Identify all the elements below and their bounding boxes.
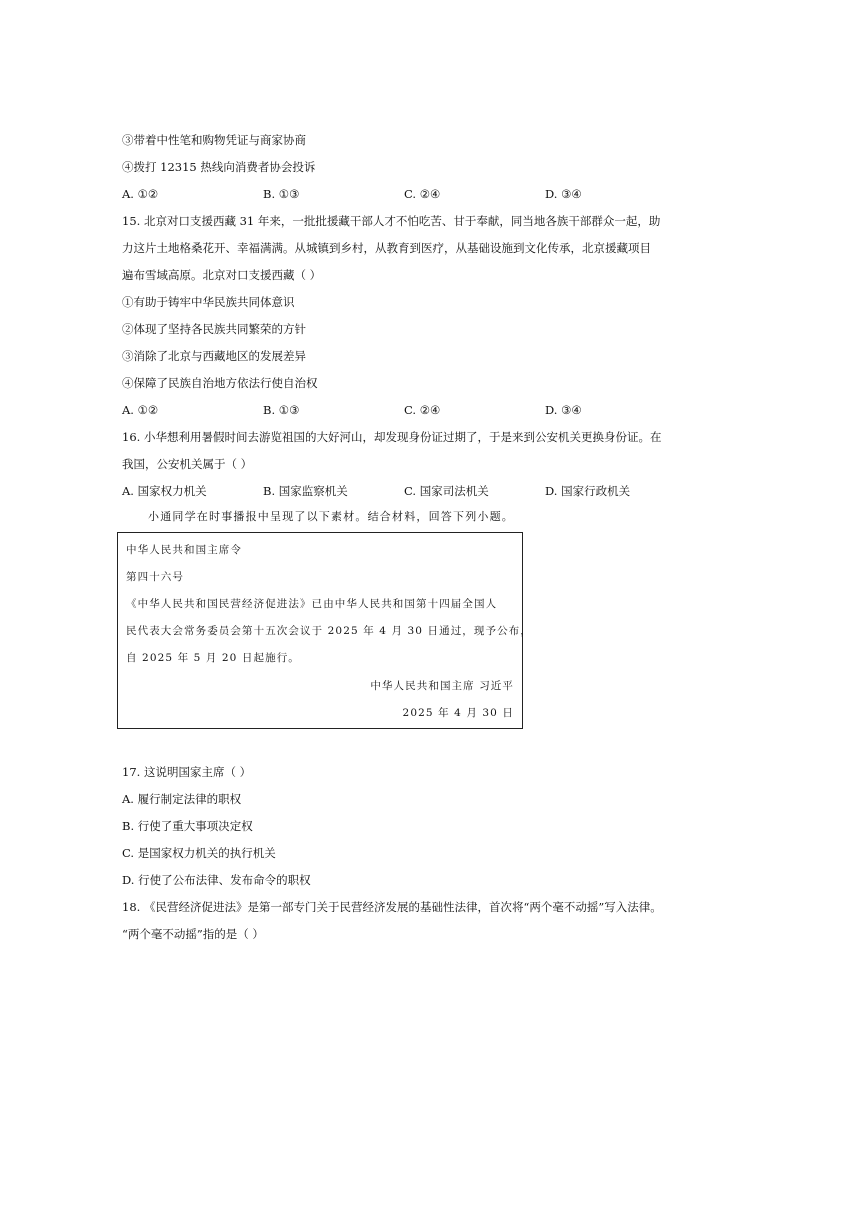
q18-stem-line-2: “两个毫不动摇”指的是（ ） bbox=[122, 927, 264, 941]
q15-choice-a[interactable]: A. ①② bbox=[122, 403, 159, 417]
q15-stem-line-2: 力这片土地格桑花开、幸福满满。从城镇到乡村，从教育到医疗，从基础设施到文化传承，北京援藏项目 bbox=[122, 241, 651, 255]
q17-choice-d[interactable]: D. 行使了公布法律、发布命令的职权 bbox=[122, 873, 311, 887]
q15-item-2: ②体现了坚持各民族共同繁荣的方针 bbox=[122, 322, 306, 336]
decree-text-line-3: 自 2025 年 5 月 20 日起施行。 bbox=[126, 652, 300, 664]
q15-stem-line-1: 15. 北京对口支援西藏 31 年来，一批批援藏干部人才不怕吃苦、甘于奉献，同当地各族干部群众一起，助 bbox=[122, 214, 661, 228]
q15-choice-c[interactable]: C. ②④ bbox=[404, 403, 441, 417]
q14-choice-c[interactable]: C. ②④ bbox=[404, 187, 441, 201]
decree-text-line-2: 民代表大会常务委员会第十五次会议于 2025 年 4 月 30 日通过，现予公布， bbox=[126, 625, 532, 637]
q18-stem-line-1: 18. 《民营经济促进法》是第一部专门关于民营经济发展的基础性法律，首次将“两个毫不动摇”写入法律。 bbox=[122, 900, 662, 914]
q15-choice-d[interactable]: D. ③④ bbox=[545, 403, 582, 417]
material-intro: 小通同学在时事播报中呈现了以下素材。结合材料，回答下列小题。 bbox=[148, 510, 514, 523]
q17-choice-b[interactable]: B. 行使了重大事项决定权 bbox=[122, 819, 253, 833]
q15-item-1: ①有助于铸牢中华民族共同体意识 bbox=[122, 295, 295, 309]
q16-choice-a[interactable]: A. 国家权力机关 bbox=[122, 484, 207, 498]
q16-choice-c[interactable]: C. 国家司法机关 bbox=[404, 484, 489, 498]
decree-text-line-1: 《中华人民共和国民营经济促进法》已由中华人民共和国第十四届全国人 bbox=[126, 598, 498, 610]
decree-number: 第四十六号 bbox=[126, 571, 184, 583]
q14-item-3: ③带着中性笔和购物凭证与商家协商 bbox=[122, 133, 306, 147]
q16-stem-line-1: 16. 小华想利用暑假时间去游览祖国的大好河山，却发现身份证过期了，于是来到公安机关更换身份证。在 bbox=[122, 430, 662, 444]
q15-item-4: ④保障了民族自治地方依法行使自治权 bbox=[122, 376, 318, 390]
decree-signature: 中华人民共和国主席 习近平 bbox=[370, 680, 514, 692]
q14-choice-b[interactable]: B. ①③ bbox=[263, 187, 300, 201]
q15-choice-b[interactable]: B. ①③ bbox=[263, 403, 300, 417]
q14-choices bbox=[122, 186, 722, 202]
q15-item-3: ③消除了北京与西藏地区的发展差异 bbox=[122, 349, 306, 363]
q16-choice-b[interactable]: B. 国家监察机关 bbox=[263, 484, 348, 498]
q14-choice-d[interactable]: D. ③④ bbox=[545, 187, 582, 201]
q17-choice-a[interactable]: A. 履行制定法律的职权 bbox=[122, 792, 242, 806]
q17-stem: 17. 这说明国家主席（ ） bbox=[122, 765, 252, 779]
q14-choice-a[interactable]: A. ①② bbox=[122, 187, 159, 201]
q15-stem-line-3: 遍布雪域高原。北京对口支援西藏（ ） bbox=[122, 268, 322, 282]
q17-choice-c[interactable]: C. 是国家权力机关的执行机关 bbox=[122, 846, 276, 860]
q16-choice-d[interactable]: D. 国家行政机关 bbox=[545, 484, 631, 498]
q14-item-4: ④拨打 12315 热线向消费者协会投诉 bbox=[122, 160, 316, 174]
decree-date: 2025 年 4 月 30 日 bbox=[402, 707, 514, 719]
material-box bbox=[117, 532, 532, 729]
decree-title: 中华人民共和国主席令 bbox=[126, 544, 242, 556]
q16-stem-line-2: 我国，公安机关属于（ ） bbox=[122, 457, 253, 471]
q15-choices bbox=[122, 402, 722, 418]
q16-choices bbox=[122, 483, 722, 499]
